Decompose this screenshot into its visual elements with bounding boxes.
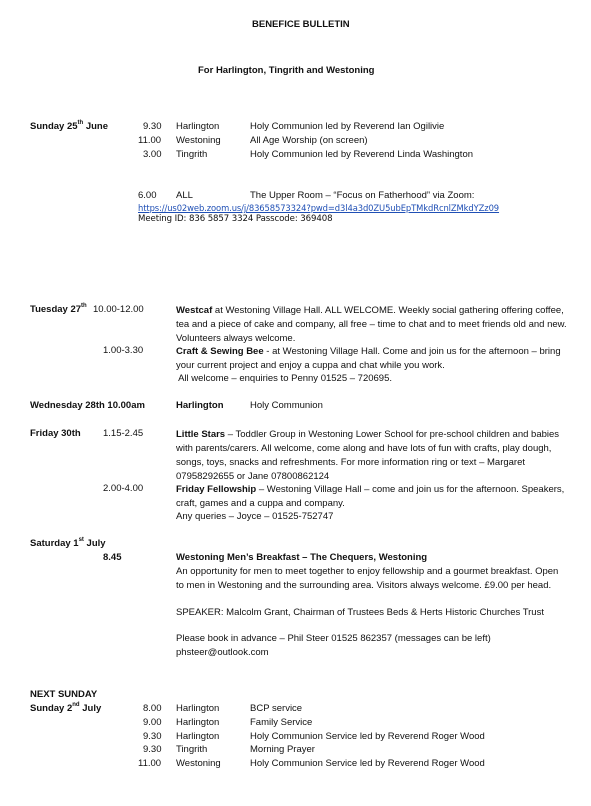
service-place: Tingrith: [176, 149, 208, 160]
zoom-desc: The Upper Room – “Focus on Fatherhood” via Zoom:: [250, 190, 475, 201]
breakfast-description: An opportunity for men to meet together to enjoy fellowship and a gourmet breakfast. Open to men in Westoning and the surrounding area. Visitors always welcome. £9.00 per head.: [176, 566, 559, 591]
westcaf-time: 10.00-12.00: [93, 304, 144, 315]
bulletin-title: BENEFICE BULLETIN: [252, 19, 350, 30]
date-saturday-1: Saturday 1st July: [30, 537, 106, 549]
breakfast-booking: Please book in advance – Phil Steer 01525 862357 (messages can be left): [176, 633, 491, 644]
zoom-link[interactable]: https://us02web.zoom.us/j/83658573324?pwd=d3l4a3d0ZU5ubEpTMkdRcnlZMkdYZz09: [138, 203, 500, 213]
date-sunday-2: Sunday 2nd July: [30, 702, 102, 714]
service-place: Harlington: [176, 400, 224, 411]
craft-time: 1.00-3.30: [103, 345, 144, 356]
little-stars-time: 1.15-2.45: [103, 428, 144, 439]
breakfast-speaker: SPEAKER: Malcolm Grant, Chairman of Trustees Beds & Herts Historic Churches Trust: [176, 607, 544, 618]
service-desc: Holy Communion Service led by Reverend Roger Wood: [250, 758, 485, 769]
craft-description: Craft & Sewing Bee - at Westoning Village Hall. Come and join us for the afternoon – bring your current project and enjoy a cuppa and chat while you work.: [176, 346, 561, 371]
service-desc: Family Service: [250, 717, 313, 728]
next-sunday-heading: NEXT SUNDAY: [30, 689, 98, 700]
date-wednesday-28: Wednesday 28th 10.00am: [30, 400, 145, 411]
westcaf-description: Westcaf at Westoning Village Hall. ALL WELCOME. Weekly social gathering offering coffee, tea and a piece of cake and company, all free – time to chat and to meet friends old and new. Volunteers always welcome.: [176, 305, 567, 344]
service-place: Westoning: [176, 758, 221, 769]
service-desc: BCP service: [250, 703, 303, 714]
service-time: 8.00: [143, 703, 162, 714]
breakfast-title: Westoning Men’s Breakfast – The Chequers, Westoning: [176, 552, 428, 563]
service-time: 9.30: [143, 731, 162, 742]
fellowship-queries: Any queries – Joyce – 01525-752747: [176, 511, 334, 522]
service-time: 11.00: [138, 135, 162, 146]
fellowship-time: 2.00-4.00: [103, 483, 144, 494]
date-tuesday-27: Tuesday 27th: [30, 303, 87, 315]
service-desc: Holy Communion Service led by Reverend Roger Wood: [250, 731, 485, 742]
service-desc: Morning Prayer: [250, 744, 315, 755]
fellowship-description: Friday Fellowship – Westoning Village Hall – come and join us for the afternoon. Speakers, craft, games and a cuppa and company.: [176, 484, 565, 509]
date-friday-30: Friday 30th: [30, 428, 81, 439]
service-time: 11.00: [138, 758, 162, 769]
craft-enquiries: All welcome – enquiries to Penny 01525 – 720695.: [176, 373, 393, 384]
service-time: 3.00: [143, 149, 162, 160]
zoom-time: 6.00: [138, 190, 157, 201]
service-place: Harlington: [176, 121, 220, 132]
bulletin-subtitle: For Harlington, Tingrith and Westoning: [198, 65, 375, 76]
service-desc: Holy Communion led by Reverend Linda Washington: [250, 149, 474, 160]
service-place: Tingrith: [176, 744, 208, 755]
zoom-place: ALL: [176, 190, 193, 201]
service-desc: All Age Worship (on screen): [250, 135, 368, 146]
little-stars-description: Little Stars – Toddler Group in Westoning Lower School for pre-school children and babies with parents/carers. All welcome, come along and have lots of fun with crafts, play dough, songs, toys, snacks and refreshments. For more information ring or text – Margaret 07958292655 or Jane 07800862124: [176, 429, 560, 482]
service-place: Harlington: [176, 703, 220, 714]
date-sunday-25: Sunday 25th June: [30, 120, 109, 132]
service-time: 9.30: [143, 744, 162, 755]
service-place: Harlington: [176, 717, 220, 728]
service-place: Westoning: [176, 135, 221, 146]
breakfast-time: 8.45: [103, 552, 122, 563]
service-place: Harlington: [176, 731, 220, 742]
service-time: 9.00: [143, 717, 162, 728]
service-desc: Holy Communion: [250, 400, 323, 411]
service-desc: Holy Communion led by Reverend Ian Ogilivie: [250, 121, 445, 132]
breakfast-email[interactable]: phsteer@outlook.com: [176, 647, 269, 658]
service-time: 9.30: [143, 121, 162, 132]
zoom-meeting-info: Meeting ID: 836 5857 3324 Passcode: 369408: [138, 214, 333, 224]
